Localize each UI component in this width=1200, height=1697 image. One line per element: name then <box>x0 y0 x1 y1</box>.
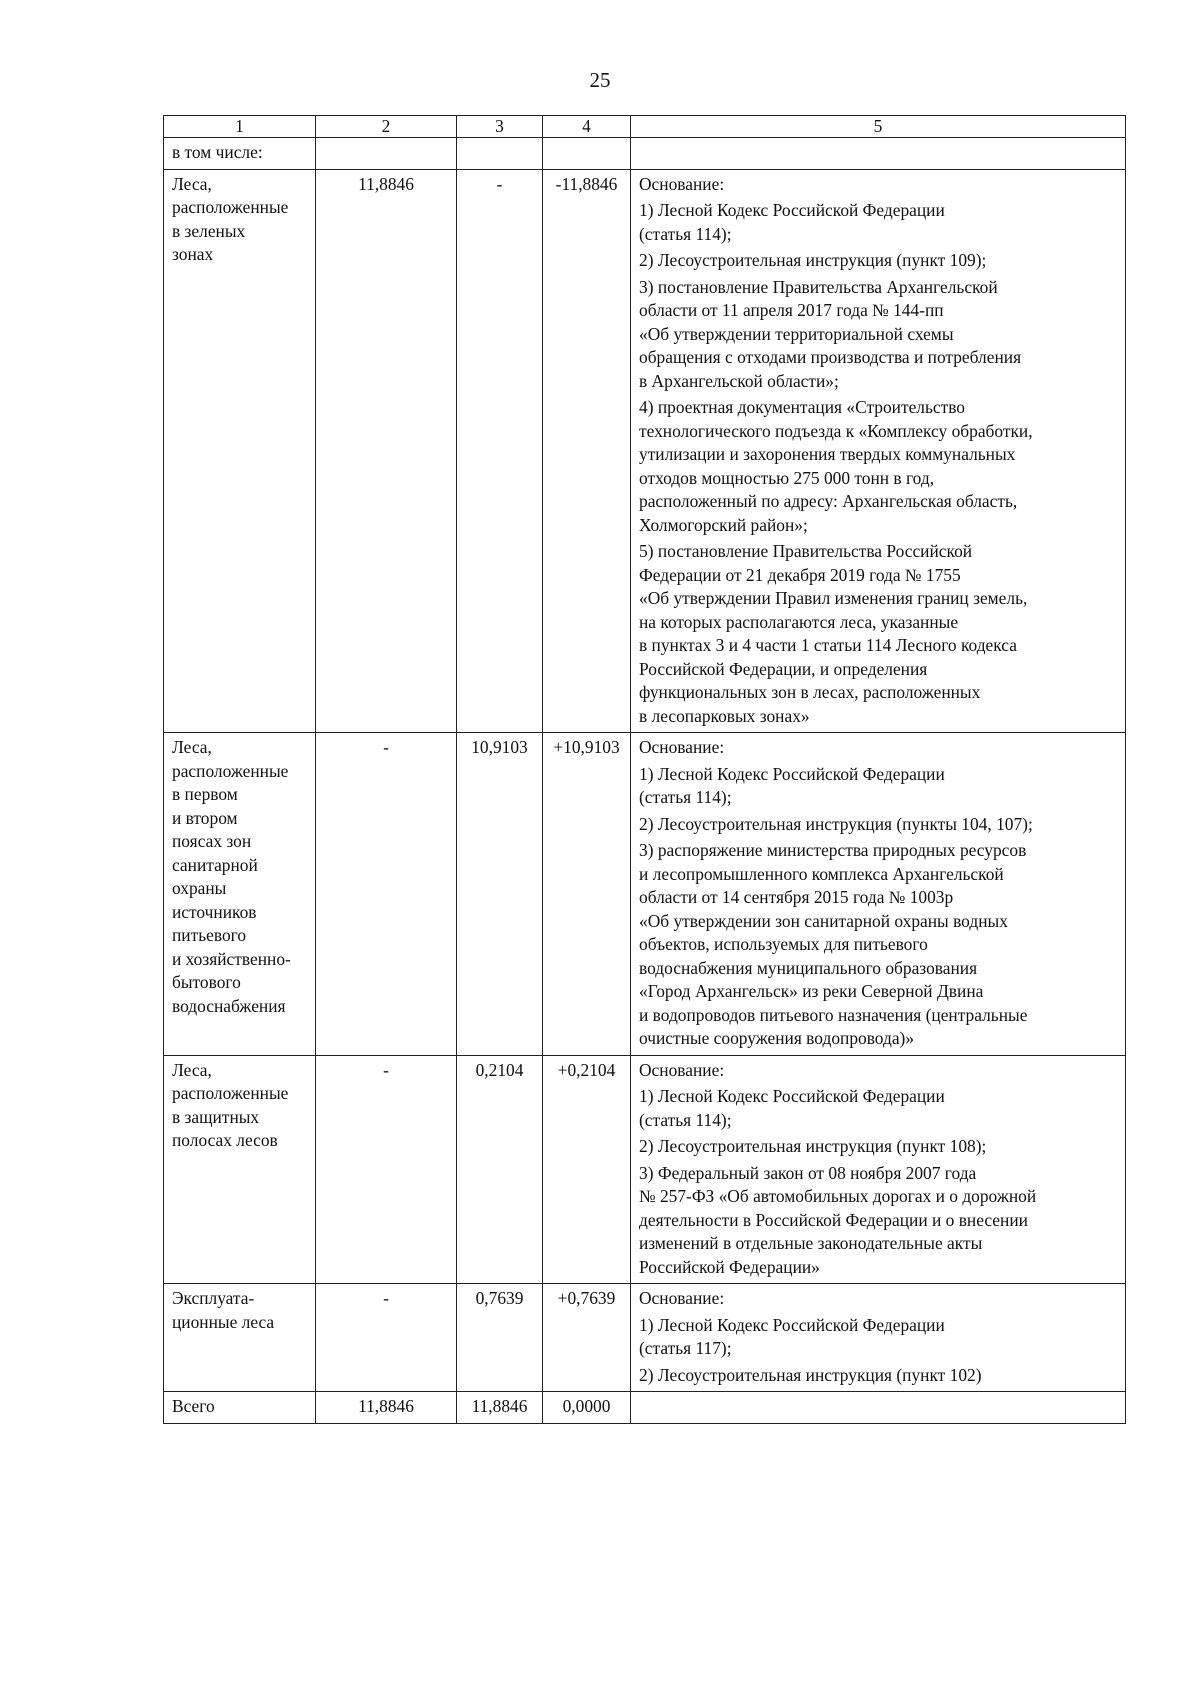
table-row <box>164 1055 1126 1284</box>
forest-category-table <box>163 115 1126 1424</box>
row-basis-cell <box>631 1055 1126 1284</box>
table-row <box>164 169 1126 733</box>
basis-item: 1) Лесной Кодекс Российской Федерации (статья 114); <box>639 1086 945 1130</box>
total-value-difference: 0,0000 <box>543 1392 631 1424</box>
header-cell-2: 2 <box>316 116 457 138</box>
row-value-after: - <box>457 169 543 733</box>
row-value-before: - <box>316 1284 457 1392</box>
basis-item: 2) Лесоустроительная инструкция (пункт 109); <box>639 250 987 270</box>
row-value-before: - <box>316 1055 457 1284</box>
row-value-before: - <box>316 733 457 1056</box>
page-number: 25 <box>589 68 611 92</box>
row-category-name: Эксплуата- ционные леса <box>164 1284 316 1392</box>
row-value-after: 10,9103 <box>457 733 543 1056</box>
total-value-before: 11,8846 <box>316 1392 457 1424</box>
row-value-difference: +0,7639 <box>543 1284 631 1392</box>
row-category-name: Леса, расположенные в первом и втором поясах зон санитарной охраны источников питьевого и хозяйственно- бытового водоснабжения <box>164 733 316 1056</box>
basis-label: Основание: <box>639 173 725 194</box>
including-row <box>164 138 1126 170</box>
total-row <box>164 1392 1126 1424</box>
total-label: Всего <box>164 1392 316 1424</box>
row-category-name: Леса, расположенные в защитных полосах лесов <box>164 1055 316 1284</box>
row-value-before: 11,8846 <box>316 169 457 733</box>
basis-item: 2) Лесоустроительная инструкция (пункт 102) <box>639 1364 982 1385</box>
row-value-after: 0,2104 <box>457 1055 543 1284</box>
row-basis-cell <box>631 169 1126 733</box>
table-row <box>164 1284 1126 1392</box>
total-value-after: 11,8846 <box>457 1392 543 1424</box>
table-header-row <box>164 116 1126 138</box>
header-cell-5: 5 <box>631 116 1126 138</box>
basis-item: 2) Лесоустроительная инструкция (пункт 108); <box>639 1136 987 1156</box>
header-cell-3: 3 <box>457 116 543 138</box>
row-category-name: Леса, расположенные в зеленых зонах <box>164 169 316 733</box>
row-value-after: 0,7639 <box>457 1284 543 1392</box>
basis-label: Основание: <box>639 737 725 757</box>
basis-label: Основание: <box>639 1288 725 1308</box>
total-basis-cell <box>631 1392 1126 1424</box>
basis-item: 1) Лесной Кодекс Российской Федерации (статья 114); <box>639 763 945 807</box>
table-row <box>164 733 1126 1056</box>
basis-item: 3) постановление Правительства Архангельской области от 11 апреля 2017 года № 144-пп «Об утверждении территориальной схемы обращения с отходами производства и потребления в Архангельской области»; <box>639 276 1022 391</box>
basis-item: 1) Лесной Кодекс Российской Федерации (статья 114); <box>639 200 945 244</box>
row-basis-cell <box>631 733 1126 1056</box>
header-cell-1: 1 <box>164 116 316 138</box>
row-basis-cell <box>631 1284 1126 1392</box>
header-cell-4: 4 <box>543 116 631 138</box>
basis-label: Основание: <box>639 1059 725 1080</box>
basis-item: 4) проектная документация «Строительство технологического подъезда к «Комплексу обработки, утилизации и захоронения твердых коммунальных отходов мощностью 275 000 тонн в год, расположенный по адресу: Архангельская область, Холмогорский район»; <box>639 397 1033 535</box>
row-value-difference: +0,2104 <box>543 1055 631 1284</box>
basis-item: 1) Лесной Кодекс Российской Федерации (статья 117); <box>639 1314 945 1358</box>
basis-item: 3) распоряжение министерства природных ресурсов и лесопромышленного комплекса Архангельской области от 14 сентября 2015 года № 1003р «Об утверждении зон санитарной охраны водных объектов, используемых для питьевого водоснабжения муниципального образования «Город Архангельск» из реки Северной Двина и водопроводов питьевого назначения (центральные очистные сооружения водопровода)» <box>639 840 1028 1048</box>
basis-item: 3) Федеральный закон от 08 ноября 2007 года № 257-ФЗ «Об автомобильных дорогах и о дорожной деятельности в Российской Федерации и о внесении изменений в отдельные законодательные акты Российской Федерации» <box>639 1162 1037 1277</box>
row-value-difference: +10,9103 <box>543 733 631 1056</box>
row-value-difference: -11,8846 <box>543 169 631 733</box>
including-label: в том числе: <box>164 138 316 170</box>
basis-item: 5) постановление Правительства Российской Федерации от 21 декабря 2019 года № 1755 «Об утверждении Правил изменения границ земель, на которых располагаются леса, указанные в пунктах 3 и 4 части 1 статьи 114 Лесного кодекса Российской Федерации, и определения функциональных зон в лесах, расположенных в лесопарковых зонах» <box>639 541 1028 726</box>
basis-item: 2) Лесоустроительная инструкция (пункты 104, 107); <box>639 813 1033 834</box>
